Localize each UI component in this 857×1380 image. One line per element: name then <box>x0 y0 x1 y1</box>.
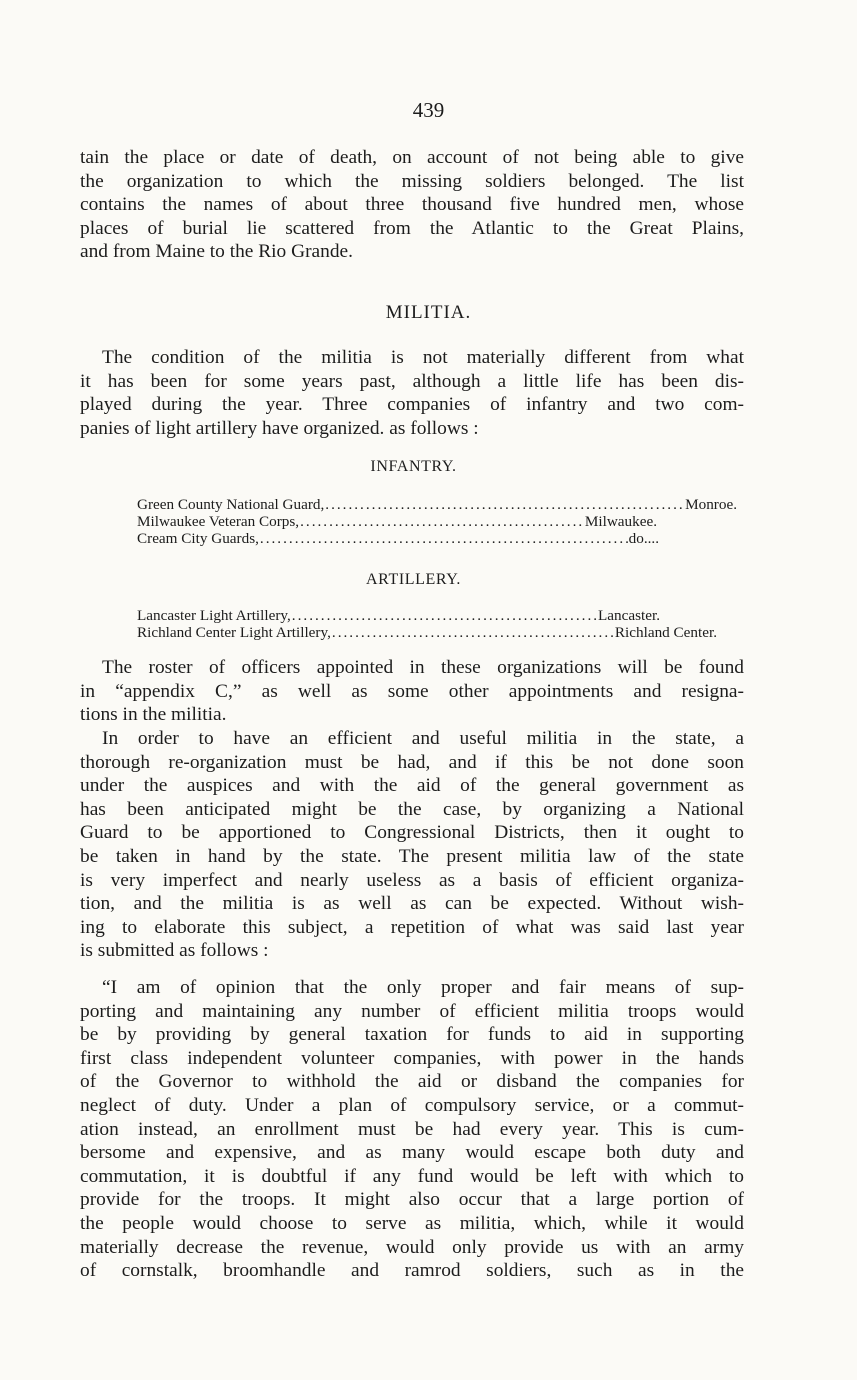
company-name: Green County National Guard, <box>137 496 325 513</box>
company-name: Richland Center Light Artillery, <box>137 624 331 642</box>
dot-leader <box>331 624 615 641</box>
text-line: it has been for some years past, although a little life has been dis- <box>80 370 744 392</box>
company-name: Cream City Guards, <box>137 530 259 548</box>
infantry-list <box>137 496 737 548</box>
intro-paragraph <box>80 146 744 264</box>
text-line: is very imperfect and nearly useless as a basis of efficient organiza- <box>80 869 744 891</box>
list-item <box>137 513 657 530</box>
text-line: played during the year. Three companies of infantry and two com- <box>80 394 744 416</box>
dot-leader <box>299 513 585 530</box>
text-line: the organization to which the missing soldiers belonged. The list <box>80 170 744 192</box>
company-place: do.... <box>628 530 659 548</box>
text-line: under the auspices and with the aid of the general government as <box>80 775 744 797</box>
list-item <box>137 624 717 641</box>
company-name: Milwaukee Veteran Corps, <box>137 513 300 531</box>
text-line: commutation, it is doubtful if any fund would be left with which to <box>80 1165 744 1187</box>
dot-leader <box>259 530 629 547</box>
company-place: Milwaukee. <box>584 513 657 531</box>
text-line: places of burial lie scattered from the Atlantic to the Great Plains, <box>80 217 744 239</box>
text-line: tions in the militia. <box>80 704 227 726</box>
list-item <box>137 607 660 624</box>
text-line: of the Governor to withhold the aid or disband the companies for <box>80 1071 744 1093</box>
text-line: thorough re-organization must be had, and if this be not done soon <box>80 751 744 773</box>
dot-leader <box>291 607 598 624</box>
text-line: be by providing by general taxation for funds to aid in supporting <box>80 1024 744 1046</box>
dot-leader <box>324 496 685 513</box>
text-line: has been anticipated might be the case, by organizing a National <box>80 798 744 820</box>
text-line: “I am of opinion that the only proper and fair means of sup- <box>102 977 744 998</box>
text-line: the people would choose to serve as militia, which, while it would <box>80 1212 744 1234</box>
text-line: contains the names of about three thousand five hundred men, whose <box>80 194 744 216</box>
text-line: tion, and the militia is as well as can be expected. Without wish- <box>80 893 744 915</box>
company-place: Lancaster. <box>598 607 660 624</box>
text-line: tain the place or date of death, on account of not being able to give <box>80 147 744 168</box>
text-line: Guard to be apportioned to Congressional Districts, then it ought to <box>80 822 744 844</box>
text-line: and from Maine to the Rio Grande. <box>80 241 354 263</box>
page-number: 439 <box>412 98 445 122</box>
company-place: Monroe. <box>685 496 737 513</box>
reorganization-paragraph <box>80 727 744 963</box>
text-line: bersome and expensive, and as many would escape both duty and <box>80 1142 744 1164</box>
list-item <box>137 496 737 513</box>
text-line: is submitted as follows : <box>80 940 269 962</box>
infantry-heading: INFANTRY. <box>370 458 457 475</box>
text-line: In order to have an efficient and useful militia in the state, a <box>102 728 744 749</box>
text-line: materially decrease the revenue, would only provide us with an army <box>80 1236 744 1258</box>
quoted-paragraph <box>80 976 744 1283</box>
text-line: first class independent volunteer companies, with power in the hands <box>80 1047 744 1069</box>
company-place: Richland Center. <box>614 624 717 642</box>
text-line: provide for the troops. It might also occur that a large portion of <box>80 1189 744 1211</box>
text-line: The roster of officers appointed in these organizations will be found <box>102 657 744 678</box>
text-line: of cornstalk, broomhandle and ramrod soldiers, such as in the <box>80 1260 744 1282</box>
text-line: The condition of the militia is not materially different from what <box>102 347 744 368</box>
text-line: ation instead, an enrollment must be had every year. This is cum- <box>80 1118 744 1140</box>
militia-paragraph <box>80 346 744 440</box>
text-line: porting and maintaining any number of efficient militia troops would <box>80 1000 744 1022</box>
artillery-heading: ARTILLERY. <box>366 571 461 588</box>
text-line: ing to elaborate this subject, a repetition of what was said last year <box>80 916 744 938</box>
roster-paragraph <box>80 656 744 727</box>
text-line: be taken in hand by the state. The present militia law of the state <box>80 845 744 867</box>
section-heading: MILITIA. <box>385 302 472 323</box>
text-line: panies of light artillery have organized. as follows : <box>80 417 479 439</box>
text-line: in “appendix C,” as well as some other appointments and resigna- <box>80 680 744 702</box>
list-item <box>137 530 659 547</box>
text-line: neglect of duty. Under a plan of compulsory service, or a commut- <box>80 1094 744 1116</box>
company-name: Lancaster Light Artillery, <box>137 607 291 624</box>
artillery-list <box>137 607 737 641</box>
